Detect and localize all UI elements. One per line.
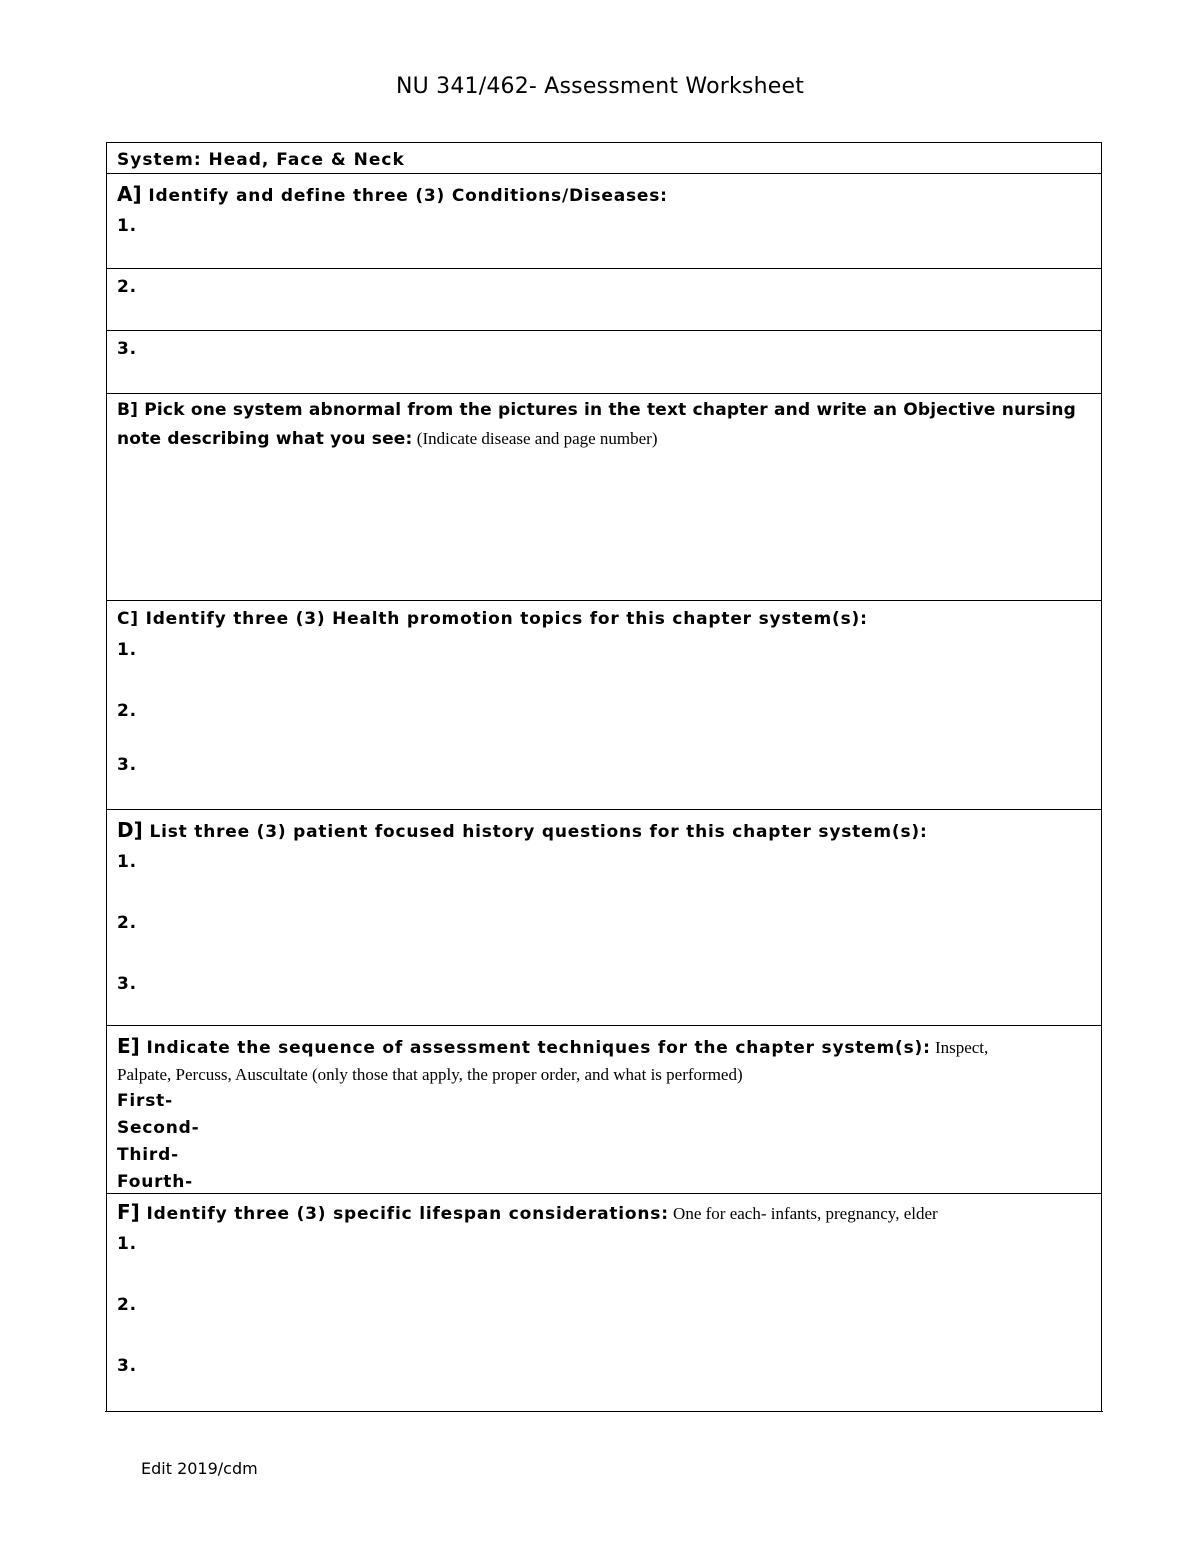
section-a-item-3: 3. [117,339,137,359]
section-d-row [107,810,1101,1026]
system-label: System: Head, Face & Neck [117,150,405,170]
section-c-item-2: 2. [117,701,137,721]
section-e-note-1: Inspect, [930,1038,989,1057]
section-a-row-3 [107,331,1101,394]
section-e-step-3: Third- [117,1145,179,1165]
section-a-letter: A] [117,182,142,206]
section-c-row [107,601,1101,810]
section-f-item-3: 3. [117,1356,137,1376]
section-d-heading [117,816,1091,846]
section-d-item-1: 1. [117,852,137,872]
section-e-note-2: Palpate, Percuss, Auscultate (only those that apply, the proper order, and what is performed) [117,1065,743,1084]
section-c-item-3: 3. [117,755,137,775]
section-f-letter: F] [117,1200,140,1224]
section-b-text [117,396,1087,454]
section-c-item-1: 1. [117,640,137,660]
section-a-heading [117,180,1091,210]
section-a-heading-text: Identify and define three (3) Conditions/Diseases: [141,186,668,206]
section-a-item-1: 1. [117,216,137,236]
section-f-heading [117,1198,1091,1228]
section-f-item-2: 2. [117,1295,137,1315]
section-e-step-1: First- [117,1091,173,1111]
section-c-heading: C] Identify three (3) Health promotion topics for this chapter system(s): [117,609,868,629]
section-e-letter: E] [117,1034,140,1058]
section-e-heading [117,1032,1091,1062]
section-f-row [107,1194,1101,1411]
worksheet-table [106,142,1102,1411]
section-f-note: One for each- infants, pregnancy, elder [668,1204,938,1223]
section-a-row [107,174,1101,269]
section-a-item-2: 2. [117,277,137,297]
section-e-heading-text: Indicate the sequence of assessment techniques for the chapter system(s): [139,1038,931,1058]
section-b-row [107,394,1101,601]
page-title: NU 341/462- Assessment Worksheet [395,74,805,99]
section-f-heading-text: Identify three (3) specific lifespan considerations: [139,1204,669,1224]
section-d-heading-text: List three (3) patient focused history questions for this chapter system(s): [142,822,928,842]
section-d-letter: D] [117,818,143,842]
section-f-item-1: 1. [117,1234,137,1254]
section-e-row [107,1026,1101,1194]
system-row [107,143,1101,174]
section-b-note: (Indicate disease and page number) [412,429,658,448]
footer-note: Edit 2019/cdm [141,1459,258,1478]
section-d-item-2: 2. [117,913,137,933]
section-d-item-3: 3. [117,974,137,994]
section-e-step-4: Fourth- [117,1172,193,1192]
section-b-heading: B] Pick one system abnormal from the pictures in the text chapter and write an Objective nursing note describing what you see: [117,400,1076,449]
section-a-row-2 [107,269,1101,331]
section-e-step-2: Second- [117,1118,200,1138]
